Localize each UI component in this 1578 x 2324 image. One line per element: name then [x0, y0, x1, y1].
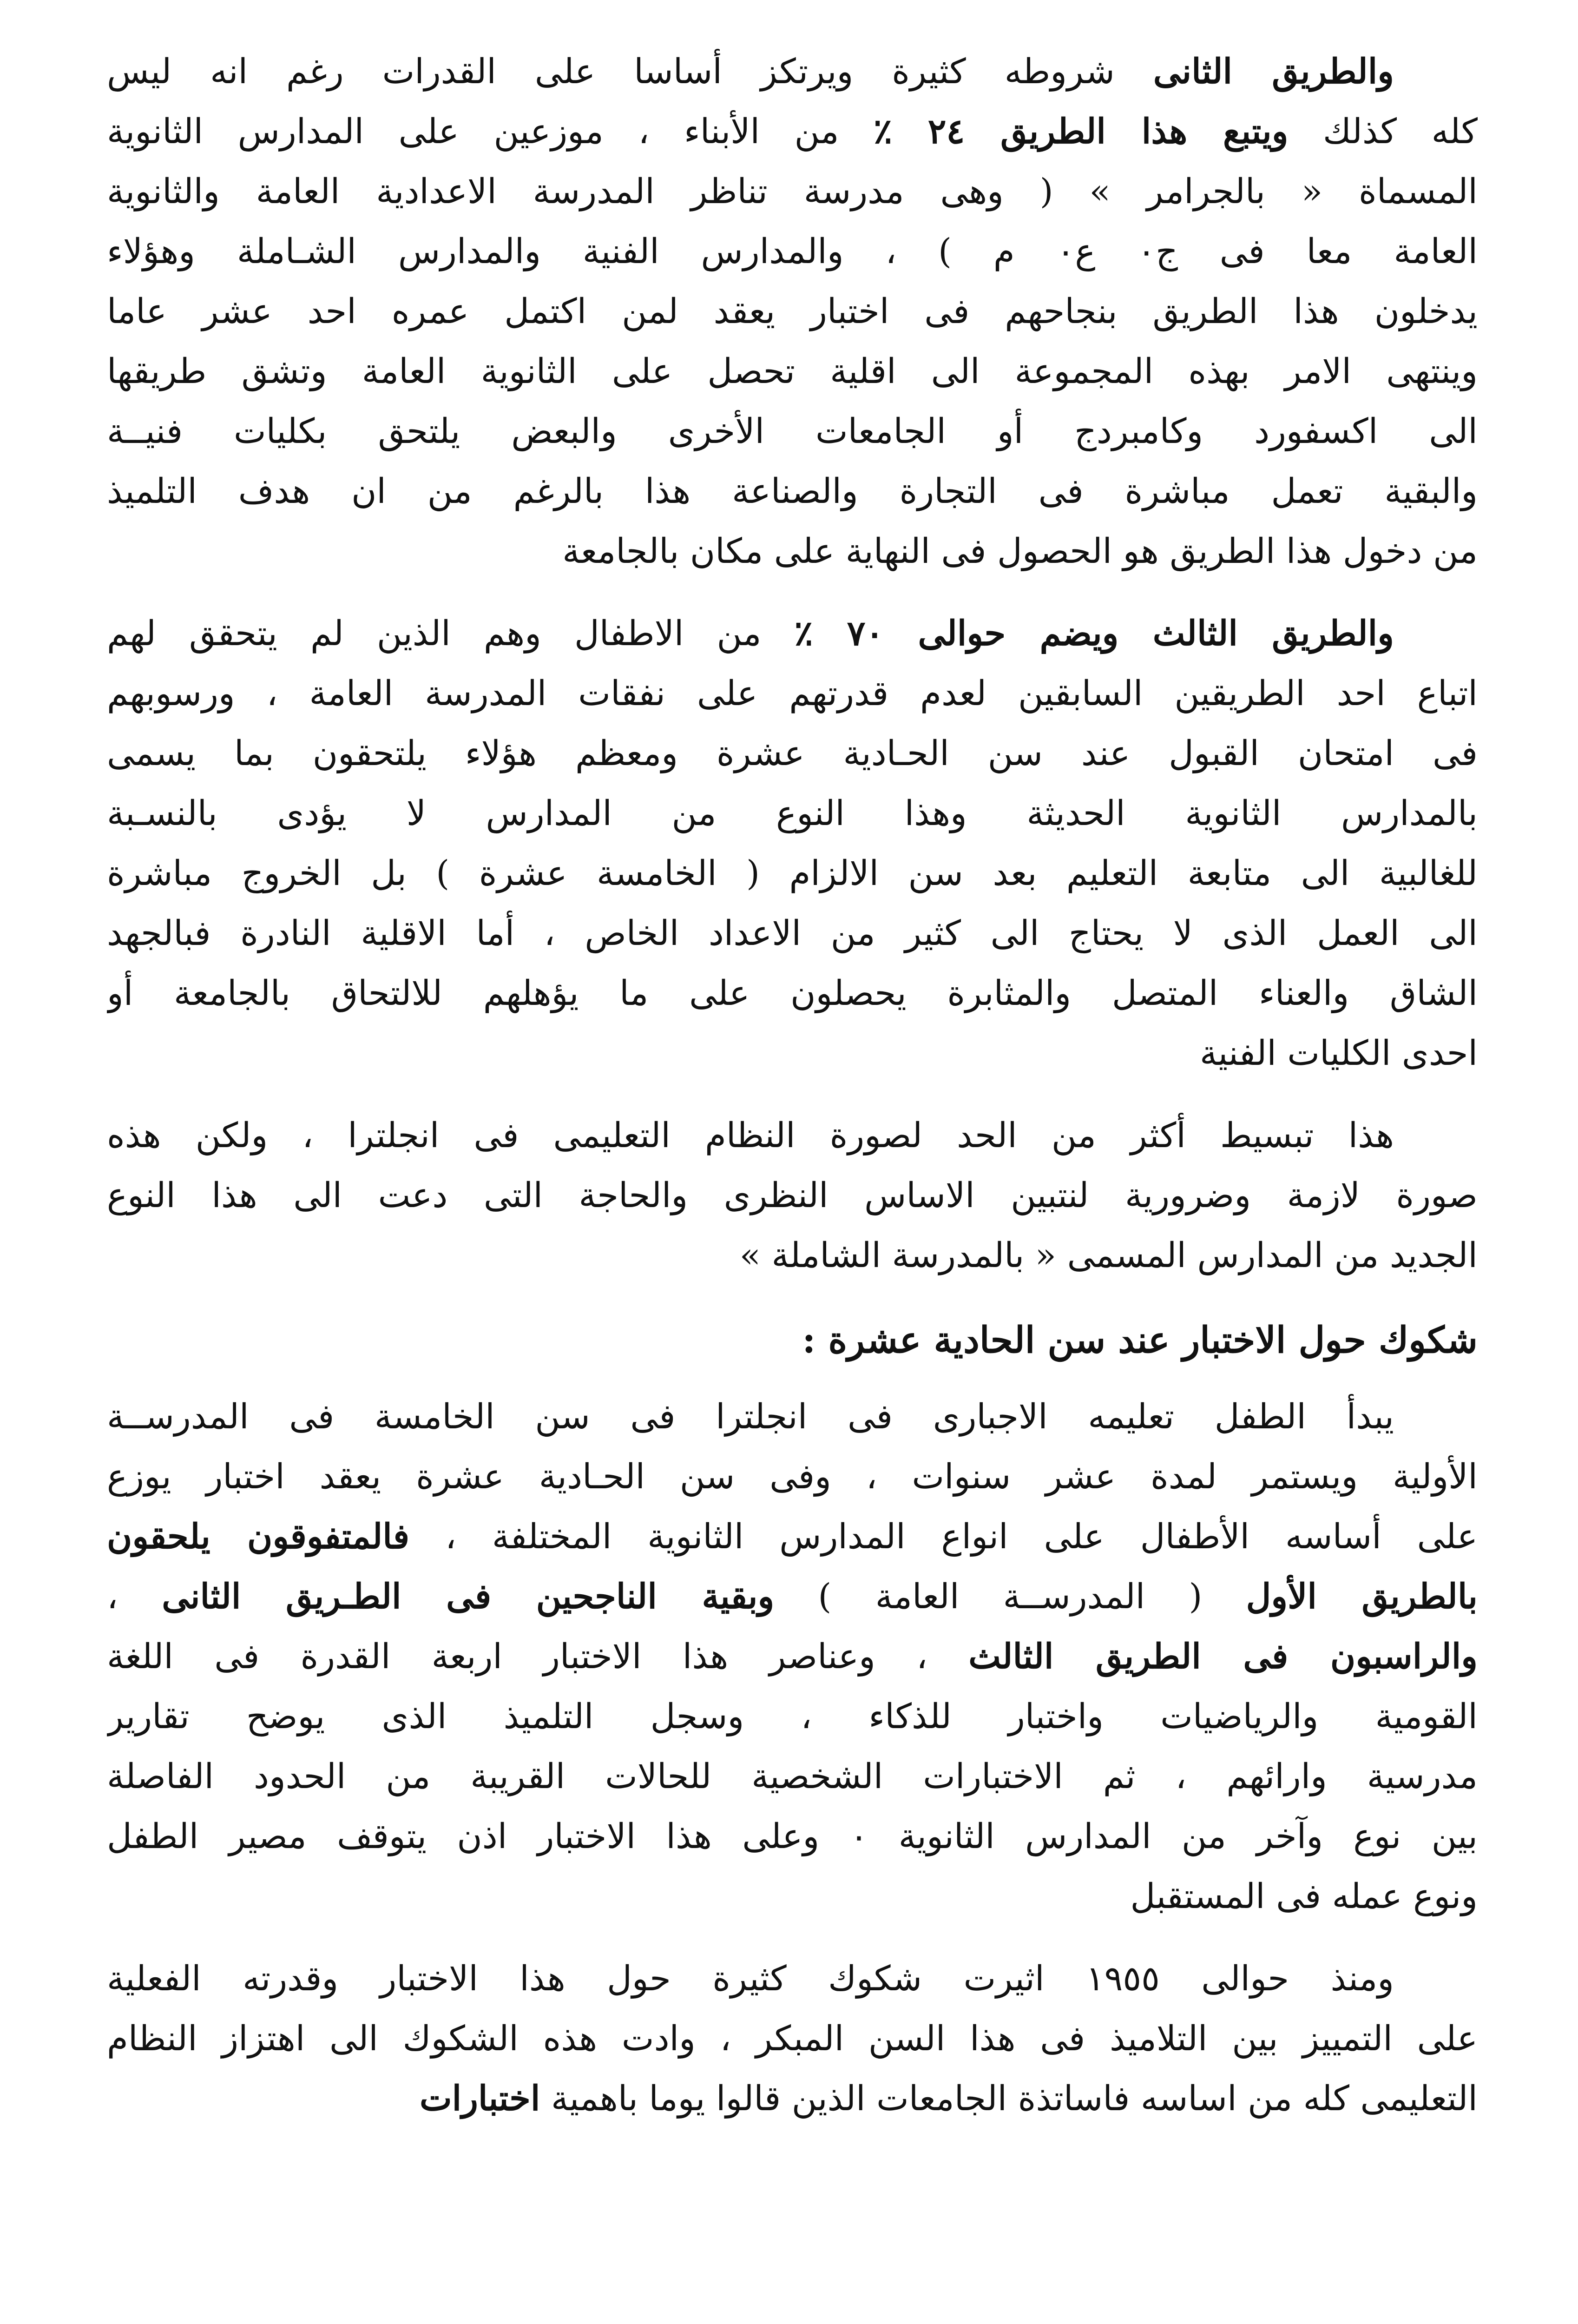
text-run: كله كذلك — [1288, 112, 1478, 152]
text-run: للغالبية الى متابعة التعليم بعد سن الالزام ( الخامسة عشرة ) بل الخروج مباشرة — [107, 853, 1478, 893]
text-line — [107, 1106, 1478, 1166]
bold-run: بالطريق الأول — [1246, 1577, 1478, 1617]
text-run: ونوع عمله فى المستقبل — [1130, 1876, 1478, 1916]
text-run: بالمدارس الثانوية الحديثة وهذا النوع من المدارس لا يؤدى بالنسـبة — [107, 793, 1478, 833]
text-line — [107, 1747, 1478, 1807]
text-run: الأولية ويستمر لمدة عشر سنوات ، وفى سن الحـادية عشرة يعقد اختبار يوزع — [107, 1457, 1478, 1497]
text-run: الى اكسفورد وكامبردج أو الجامعات الأخرى والبعض يلتحق بكليات فنيــة — [107, 411, 1478, 451]
text-run: العامة معا فى ج٠ ع٠ م ) ، والمدارس الفنية والمدارس الشـاملة وهؤلاء — [107, 231, 1478, 271]
text-line — [107, 1226, 1478, 1286]
text-run: وينتهى الامر بهذه المجموعة الى اقلية تحصل على الثانوية العامة وتشق طريقها — [107, 351, 1478, 391]
text-run: هذا تبسيط أكثر من الحد لصورة النظام التعليمى فى انجلترا ، ولكن هذه — [107, 1116, 1394, 1155]
text-line — [107, 724, 1478, 784]
text-line — [107, 1447, 1478, 1507]
text-line — [107, 1627, 1478, 1687]
text-line — [107, 222, 1478, 282]
bold-run: فالمتفوقون يلحقون — [107, 1517, 410, 1557]
text-run: الجديد من المدارس المسمى « بالمدرسة الشاملة » — [739, 1235, 1478, 1275]
text-run: ومنذ حوالى ١٩٥٥ اثيرت شكوك كثيرة حول هذا الاختبار وقدرته الفعلية — [107, 1959, 1394, 1999]
text-line — [107, 102, 1478, 162]
bold-run: والطريق الثالث ويضم حوالى ٧٠ ٪ — [794, 614, 1394, 654]
text-run: المسماة « بالجرامر » ( وهى مدرسة تناظر المدرسة الاعدادية العامة والثانوية — [107, 172, 1478, 211]
text-run: مدرسية وارائهم ، ثم الاختبارات الشخصية للحالات القريبة من الحدود الفاصلة — [107, 1756, 1478, 1796]
text-line — [107, 1507, 1478, 1567]
text-run: يدخلون هذا الطريق بنجاحهم فى اختبار يعقد لمن اكتمل عمره احد عشر عاما — [107, 291, 1478, 331]
text-line — [107, 1023, 1478, 1083]
section-heading: شكوك حول الاختبار عند سن الحادية عشرة : — [802, 1319, 1478, 1361]
bold-run: وبقية الناجحين فى الطـريق الثانى — [162, 1577, 775, 1617]
paragraph — [107, 1387, 1478, 1927]
text-run: اتباع احد الطريقين السابقين لعدم قدرتهم على نفقات المدرسة العامة ، ورسوبهم — [107, 673, 1478, 713]
text-run: على أساسه الأطفال على انواع المدارس الثانوية المختلفة ، — [409, 1517, 1478, 1557]
text-run: بين نوع وآخر من المدارس الثانوية ٠ وعلى هذا الاختبار اذن يتوقف مصير الطفل — [107, 1816, 1478, 1856]
text-line — [107, 2009, 1478, 2069]
text-run: احدى الكليات الفنية — [1200, 1033, 1478, 1073]
text-line — [107, 1867, 1478, 1927]
text-line — [107, 282, 1478, 342]
text-line — [107, 844, 1478, 904]
text-line — [107, 604, 1478, 664]
paragraph — [107, 1949, 1478, 2129]
text-run: من الاطفال وهم الذين لم يتحقق لهم — [107, 614, 795, 654]
bold-run: والراسبون فى الطريق الثالث — [968, 1637, 1478, 1677]
text-run: يبدأ الطفل تعليمه الاجبارى فى انجلترا فى سن الخامسة فى المدرســة — [107, 1397, 1394, 1437]
text-run: الشاق والعناء المتصل والمثابرة يحصلون على ما يؤهلهم للالتحاق بالجامعة أو — [107, 973, 1478, 1013]
text-line — [107, 1387, 1478, 1447]
bold-run: ويتبع هذا الطريق ٢٤ ٪ — [874, 112, 1289, 152]
paragraph — [107, 42, 1478, 581]
text-line — [107, 42, 1478, 102]
text-column — [107, 42, 1478, 2129]
bold-run: والطريق الثانى — [1153, 52, 1394, 92]
text-run: التعليمى كله من اساسه فاساتذة الجامعات الذين قالوا يوما باهمية — [540, 2079, 1478, 2119]
text-run: والبقية تعمل مباشرة فى التجارة والصناعة هذا بالرغم من ان هدف التلميذ — [107, 471, 1478, 511]
text-run: القومية والرياضيات واختبار للذكاء ، وسجل التلميذ الذى يوضح تقارير — [107, 1697, 1478, 1736]
text-run: ، وعناصر هذا الاختبار اربعة القدرة فى اللغة — [107, 1637, 969, 1677]
text-run: فى امتحان القبول عند سن الحـادية عشرة ومعظم هؤلاء يلتحقون بما يسمى — [107, 733, 1478, 773]
text-run: ( المدرســة العامة ) — [774, 1577, 1246, 1617]
text-line — [107, 522, 1478, 581]
text-line — [107, 964, 1478, 1023]
text-line — [107, 342, 1478, 402]
text-line — [107, 1949, 1478, 2009]
paragraph — [107, 1106, 1478, 1286]
text-line — [107, 664, 1478, 724]
text-run: ، — [107, 1577, 162, 1617]
text-line — [107, 1166, 1478, 1226]
text-line — [107, 2069, 1478, 2129]
text-line — [107, 462, 1478, 522]
text-line — [107, 1687, 1478, 1747]
bold-run: اختبارات — [419, 2079, 540, 2119]
text-line — [107, 784, 1478, 844]
text-run: صورة لازمة وضرورية لنتبين الاساس النظرى والحاجة التى دعت الى هذا النوع — [107, 1175, 1478, 1215]
text-run: من الأبناء ، موزعين على المدارس الثانوية — [107, 112, 874, 152]
text-line — [107, 1807, 1478, 1867]
text-run: شروطه كثيرة ويرتكز أساسا على القدرات رغم انه ليس — [107, 52, 1153, 92]
paragraph — [107, 604, 1478, 1083]
text-line — [107, 162, 1478, 222]
text-run: الى العمل الذى لا يحتاج الى كثير من الاعداد الخاص ، أما الاقلية النادرة فبالجهد — [107, 913, 1478, 953]
text-run: على التمييز بين التلاميذ فى هذا السن المبكر ، وادت هذه الشكوك الى اهتزاز النظام — [107, 2019, 1478, 2059]
text-run: من دخول هذا الطريق هو الحصول فى النهاية على مكان بالجامعة — [562, 531, 1478, 571]
page-body — [107, 42, 1478, 2324]
text-line — [107, 1567, 1478, 1627]
text-line — [107, 904, 1478, 964]
text-line — [107, 402, 1478, 462]
